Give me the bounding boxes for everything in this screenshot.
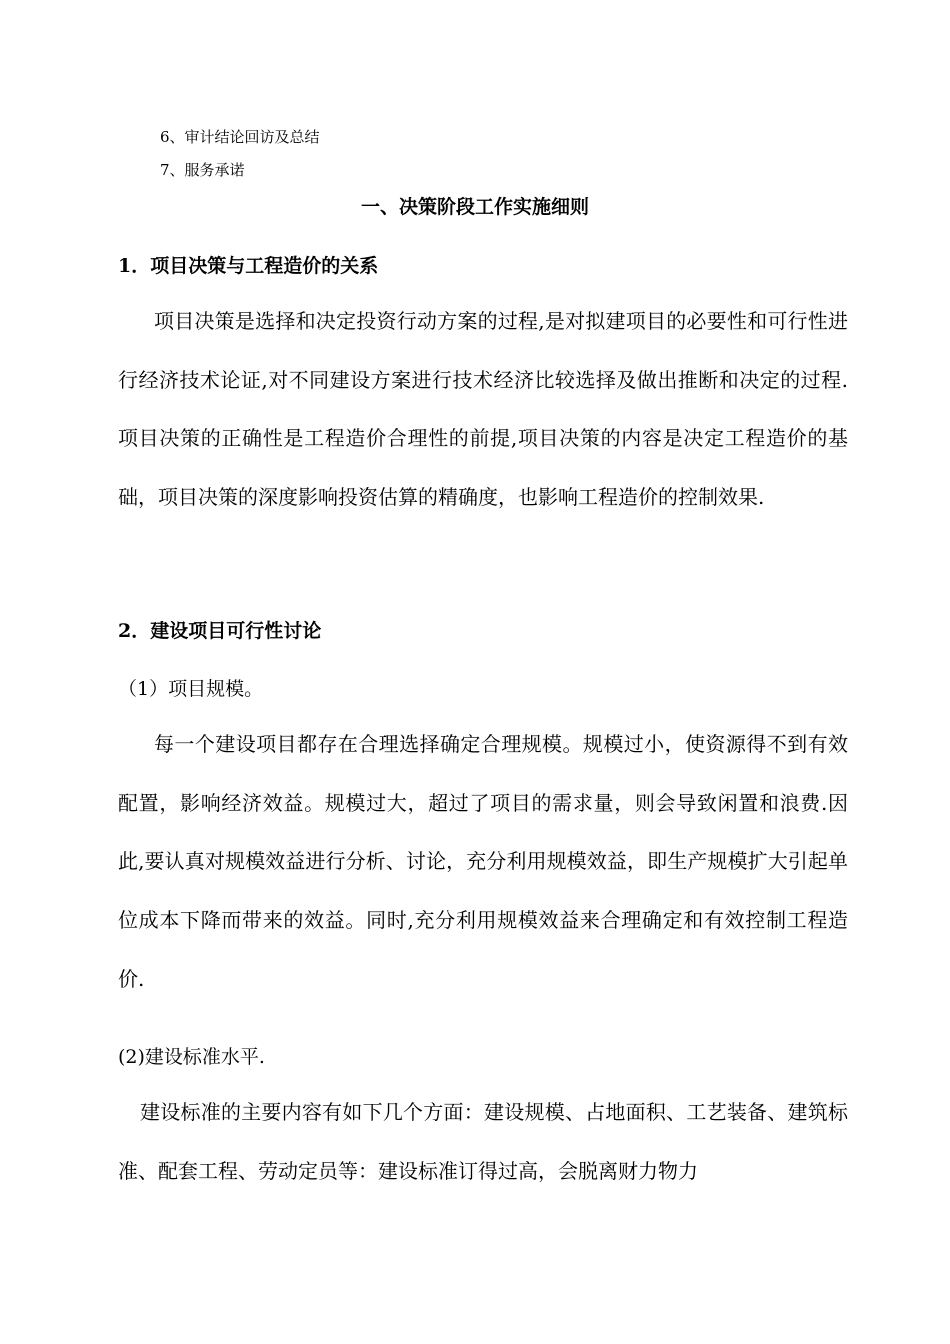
section-title: 一、决策阶段工作实施细则 bbox=[360, 196, 589, 218]
paragraph-project-scale: 每一个建设项目都存在合理选择确定合理规模。规模过小，使资源得不到有效配置，影响经济效益。规模过大，超过了项目的需求量，则会导致闲置和浪费.因此,要认真对规模效益进行分析、讨论，充分利用规模效益，即生产规模扩大引起单位成本下降而带来的效益。同时,充分利用规模效益来合理确定和有效控制工程造价. bbox=[118, 732, 848, 991]
toc-item-7: 7、服务承诺 bbox=[160, 161, 245, 179]
heading-1: 1．项目决策与工程造价的关系 bbox=[118, 255, 379, 277]
paragraph-construction-standard: 建设标准的主要内容有如下几个方面：建设规模、占地面积、工艺装备、建筑标准、配套工程、劳动定员等：建设标准订得过高，会脱离财力物力 bbox=[118, 1100, 848, 1183]
paragraph-decision-cost: 项目决策是选择和决定投资行动方案的过程,是对拟建项目的必要性和可行性进行经济技术论证,对不同建设方案进行技术经济比较选择及做出推断和决定的过程.项目决策的正确性是工程造价合理性的前提,项目决策的内容是决定工程造价的基础，项目决策的深度影响投资估算的精确度，也影响工程造价的控制效果. bbox=[118, 309, 848, 510]
subheading-construction-standard: (2)建设标准水平. bbox=[118, 1046, 265, 1068]
heading-2: 2．建设项目可行性讨论 bbox=[118, 620, 322, 642]
subheading-project-scale: （1）项目规模。 bbox=[118, 678, 264, 700]
toc-item-6: 6、审计结论回访及总结 bbox=[160, 128, 320, 146]
